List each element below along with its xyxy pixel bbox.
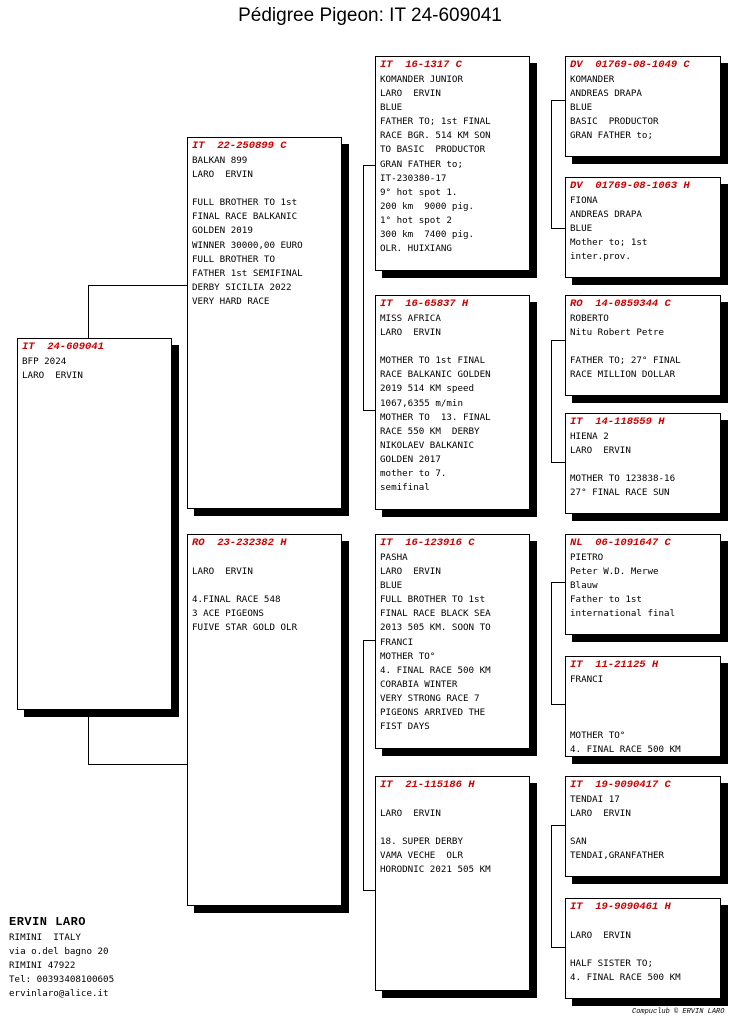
pigeon-details: LARO ERVIN 4.FINAL RACE 548 3 ACE PIGEONS FUIVE STAR GOLD OLR bbox=[192, 566, 298, 634]
dam-sire-sire-card[interactable] bbox=[565, 534, 721, 635]
dam-dam-dam-card[interactable] bbox=[565, 898, 721, 999]
dam-sire-dam-card[interactable] bbox=[565, 656, 721, 757]
page-title: Pédigree Pigeon: IT 24-609041 bbox=[238, 5, 502, 26]
sire-sire-dam-card[interactable] bbox=[565, 177, 721, 278]
dam-dam-card[interactable] bbox=[375, 776, 530, 991]
dam-sire-card[interactable] bbox=[375, 534, 530, 749]
pigeon-details: ROBERTO Nitu Robert Petre FATHER TO; 27° FINAL RACE MILLION DOLLAR bbox=[570, 313, 681, 381]
ring-number: IT 19-9090461 H bbox=[570, 901, 671, 913]
pigeon-details: MISS AFRICA LARO ERVIN MOTHER TO 1st FINAL RACE BALKANIC GOLDEN 2019 514 KM speed 1067,6355 m/min MOTHER TO 13. FINAL RACE 550 KM DERBY NIKOLAEV BALKANIC GOLDEN 2017 mother to 7. semifinal bbox=[380, 313, 491, 494]
connector-line bbox=[551, 340, 566, 341]
dam-card[interactable] bbox=[187, 534, 342, 906]
sire-sire-sire-card[interactable] bbox=[565, 56, 721, 157]
ring-number: IT 24-609041 bbox=[22, 341, 104, 353]
ring-number: IT 14-118559 H bbox=[570, 416, 665, 428]
connector-line bbox=[551, 340, 552, 462]
ring-number: IT 19-9090417 C bbox=[570, 779, 671, 791]
connector-line bbox=[363, 640, 364, 890]
connector-line bbox=[551, 582, 552, 704]
sire-dam-card[interactable] bbox=[375, 295, 530, 510]
connector-line bbox=[88, 285, 188, 286]
sire-dam-dam-card[interactable] bbox=[565, 413, 721, 514]
ring-number: DV 01769-08-1063 H bbox=[570, 180, 690, 192]
sire-dam-sire-card[interactable] bbox=[565, 295, 721, 396]
ring-number: IT 11-21125 H bbox=[570, 659, 659, 671]
pigeon-details: PASHA LARO ERVIN BLUE FULL BROTHER TO 1st FINAL RACE BLACK SEA 2013 505 KM. SOON TO FRANCI MOTHER TO° 4. FINAL RACE 500 KM CORABIA WINTER VERY STRONG RACE 7 PIGEONS ARRIVED THE FIST DAYS bbox=[380, 552, 491, 733]
ring-number: IT 21-115186 H bbox=[380, 779, 475, 791]
connector-line bbox=[551, 462, 566, 463]
connector-line bbox=[551, 582, 566, 583]
ring-number: IT 22-250899 C bbox=[192, 140, 287, 152]
ring-number: IT 16-65837 H bbox=[380, 298, 469, 310]
sire-sire-card[interactable] bbox=[375, 56, 530, 271]
ring-number: IT 16-123916 C bbox=[380, 537, 475, 549]
connector-line bbox=[551, 825, 566, 826]
connector-line bbox=[551, 100, 566, 101]
dam-dam-sire-card[interactable] bbox=[565, 776, 721, 877]
pigeon-details: PIETRO Peter W.D. Merwe Blauw Father to 1st international final bbox=[570, 552, 676, 620]
pigeon-details: FRANCI MOTHER TO° 4. FINAL RACE 500 KM bbox=[570, 674, 681, 756]
pigeon-details: LARO ERVIN HALF SISTER TO; 4. FINAL RACE 500 KM bbox=[570, 930, 681, 984]
pigeon-details: FIONA ANDREAS DRAPA BLUE Mother to; 1st inter.prov. bbox=[570, 195, 648, 263]
ring-number: RO 23-232382 H bbox=[192, 537, 287, 549]
owner-block bbox=[9, 913, 114, 1001]
pigeon-details: KOMANDER JUNIOR LARO ERVIN BLUE FATHER TO; 1st FINAL RACE BGR. 514 KM SON TO BASIC PRODUCTOR GRAN FATHER to; IT-230380-17 9° hot spot 1. 200 km 9000 pig. 1° hot spot 2 300 km 7400 pig. OLR. HUIXIANG bbox=[380, 74, 491, 255]
pigeon-details: HIENA 2 LARO ERVIN MOTHER TO 123838-16 27° FINAL RACE SUN bbox=[570, 431, 676, 499]
connector-line bbox=[551, 825, 552, 947]
pigeon-details: BALKAN 899 LARO ERVIN FULL BROTHER TO 1st FINAL RACE BALKANIC GOLDEN 2019 WINNER 30000,00 EURO FULL BROTHER TO FATHER 1st SEMIFINAL DERBY SICILIA 2022 VERY HARD RACE bbox=[192, 155, 303, 307]
ring-number: RO 14-0859344 C bbox=[570, 298, 671, 310]
ring-number: DV 01769-08-1049 C bbox=[570, 59, 690, 71]
connector-line bbox=[88, 285, 89, 340]
connector-line bbox=[551, 704, 566, 705]
ring-number: NL 06-1091647 C bbox=[570, 537, 671, 549]
connector-line bbox=[88, 764, 188, 765]
footer-credit: Compuclub © ERVIN LARO bbox=[632, 1008, 725, 1016]
subject-pigeon-card[interactable] bbox=[17, 338, 172, 710]
pigeon-details: KOMANDER ANDREAS DRAPA BLUE BASIC PRODUCTOR GRAN FATHER to; bbox=[570, 74, 659, 142]
pigeon-details: TENDAI 17 LARO ERVIN SAN TENDAI,GRANFATHER bbox=[570, 794, 665, 862]
connector-line bbox=[363, 165, 364, 410]
sire-card[interactable] bbox=[187, 137, 342, 509]
pigeon-details: LARO ERVIN 18. SUPER DERBY VAMA VECHE OLR HORODNIC 2021 505 KM bbox=[380, 808, 491, 876]
ring-number: IT 16-1317 C bbox=[380, 59, 462, 71]
connector-line bbox=[551, 100, 552, 228]
connector-line bbox=[88, 710, 89, 764]
pigeon-details: BFP 2024 LARO ERVIN bbox=[22, 356, 83, 382]
owner-contact: RIMINI ITALY via o.del bagno 20 RIMINI 47922 Tel: 00393408100605 ervinlaro@alice.it bbox=[9, 932, 115, 999]
connector-line bbox=[551, 228, 566, 229]
owner-name: ERVIN LARO bbox=[9, 915, 87, 929]
connector-line bbox=[551, 947, 566, 948]
